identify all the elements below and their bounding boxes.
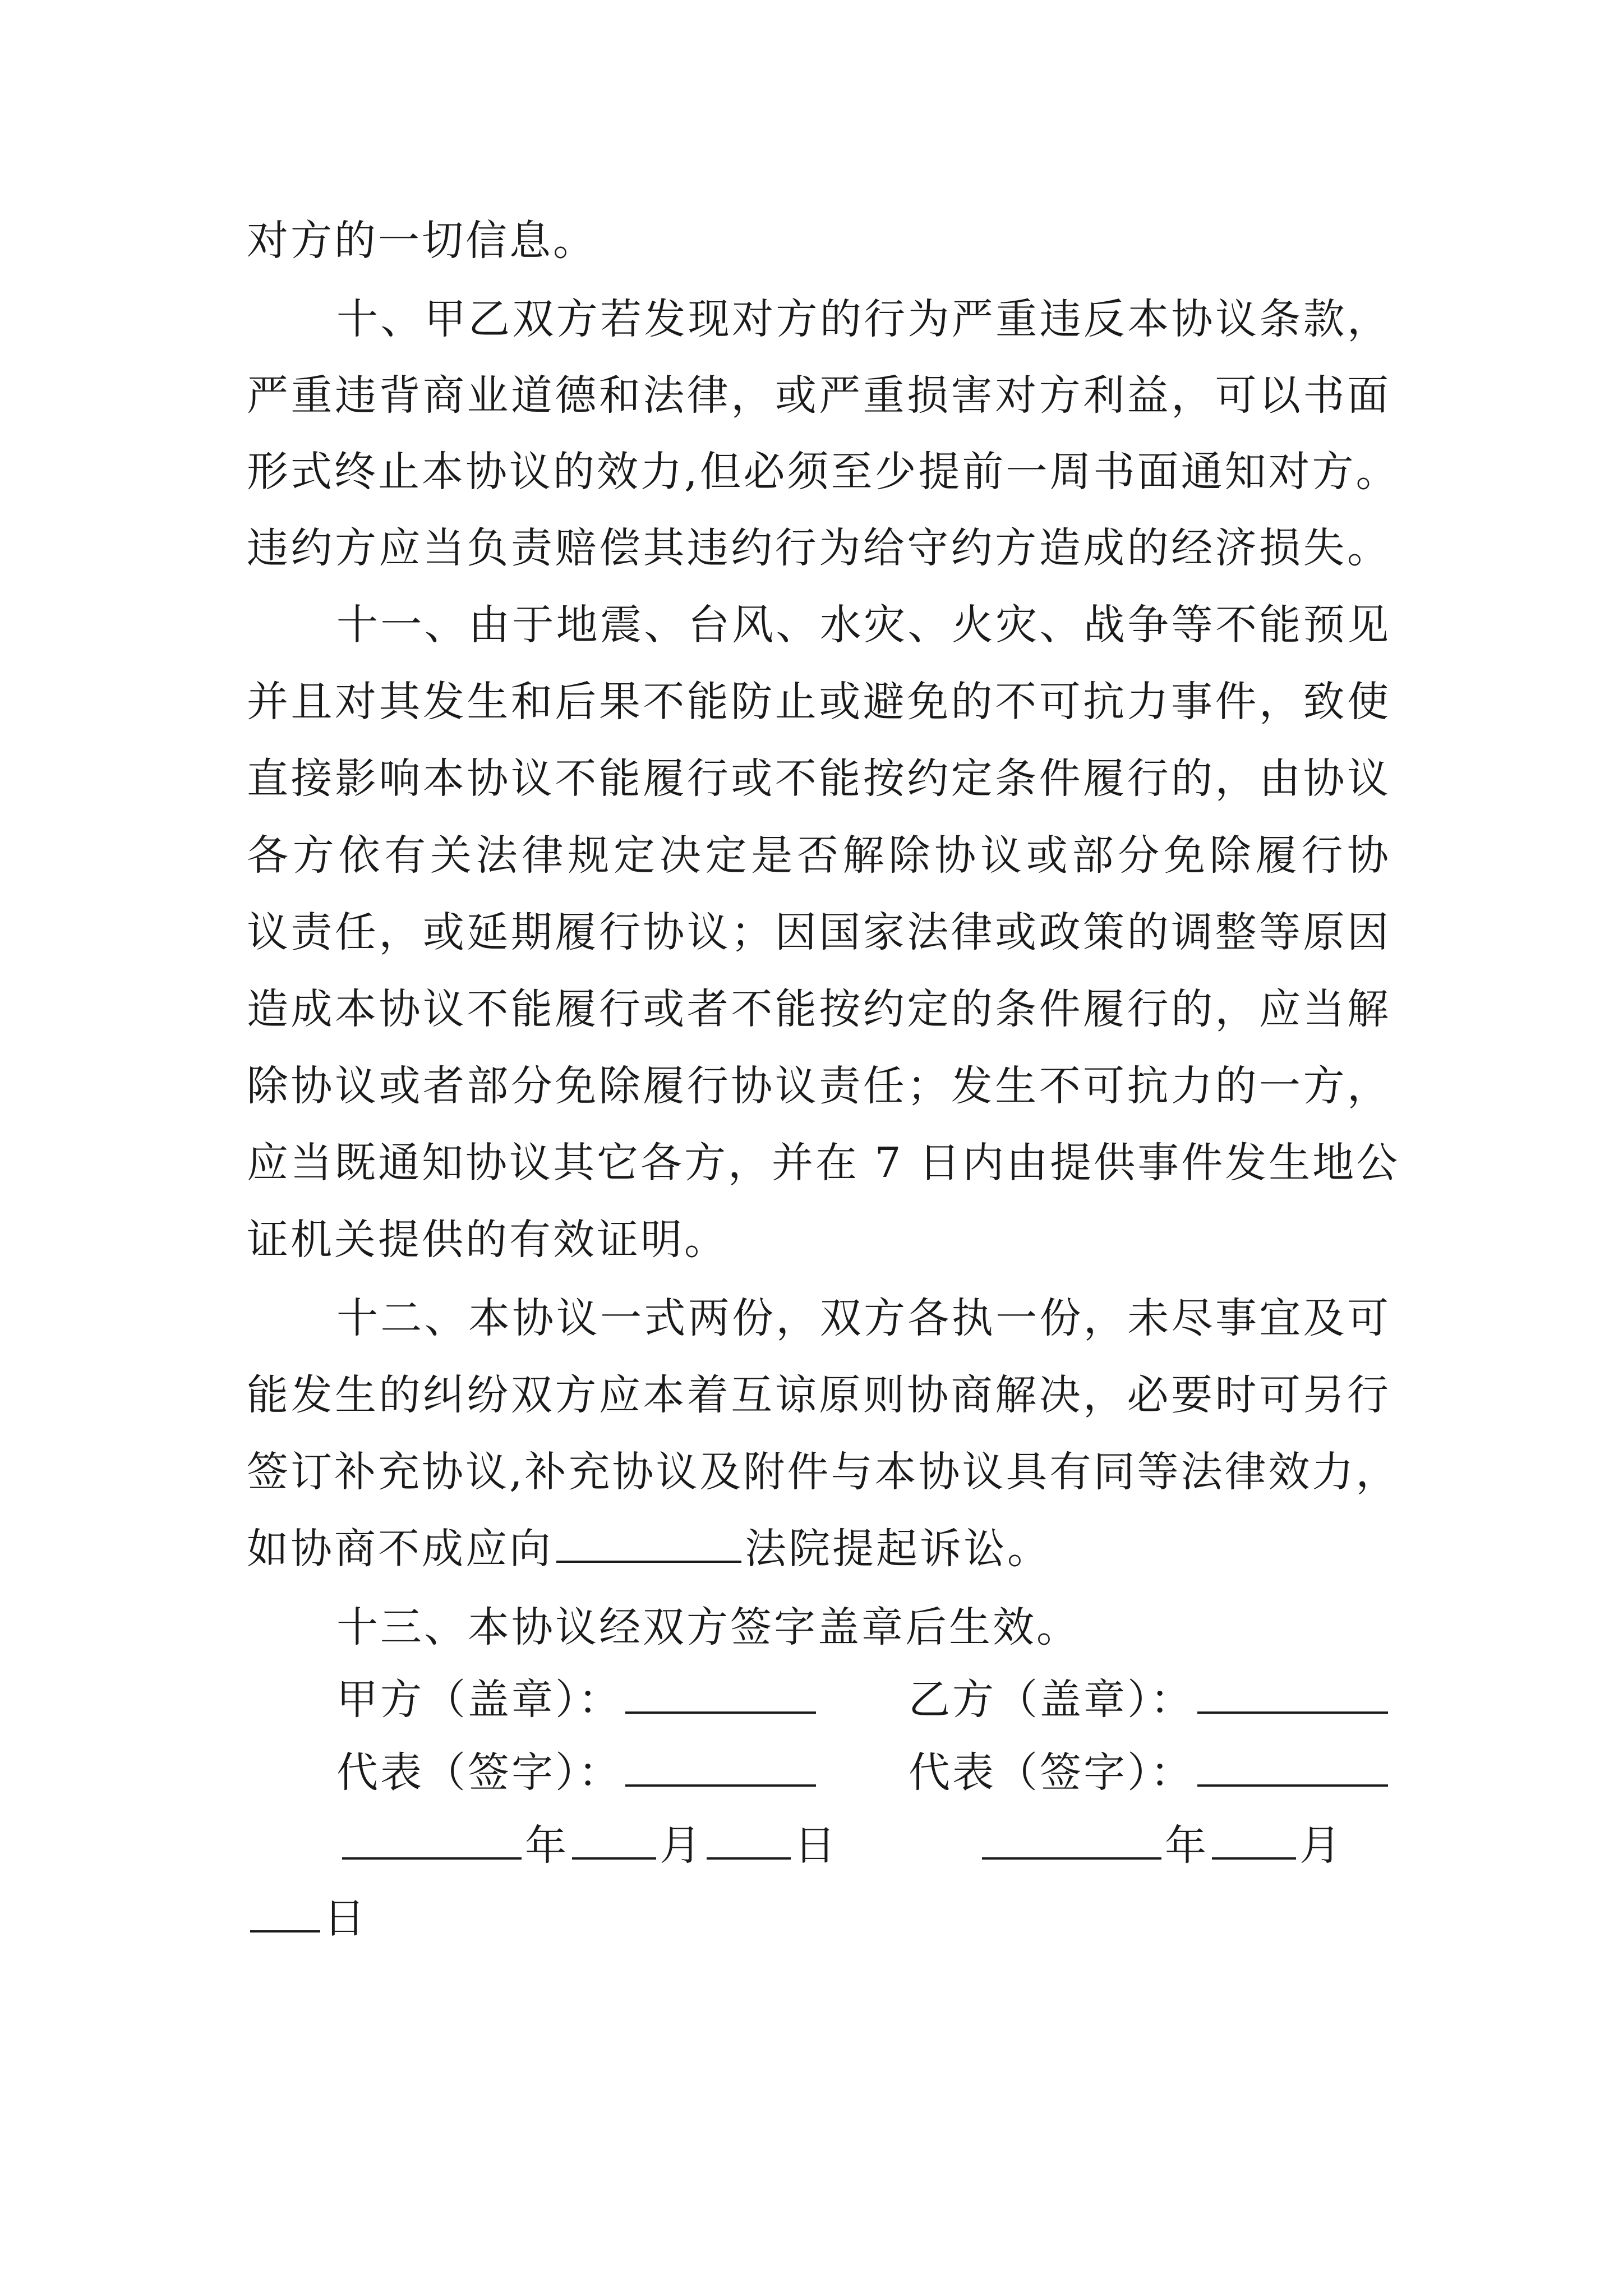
clause-11-line: 证机关提供的有效证明。: [247, 1216, 728, 1264]
party-a-seal-blank: [625, 1678, 816, 1714]
rep-b-sign-label: 代表（签字）：: [909, 1749, 1194, 1797]
clause-12-line: 十二、本协议一式两份，双方各执一份，未尽事宜及可: [336, 1294, 1391, 1342]
date-b-row: [979, 1807, 1343, 1884]
date-b-day-row: [247, 1880, 367, 1957]
party-b-seal-label: 乙方（盖章）：: [909, 1676, 1194, 1724]
party-b-seal-row: [909, 1662, 1391, 1738]
day-label: 日: [794, 1821, 838, 1870]
clause-11-line: 并且对其发生和后果不能防止或避免的不可抗力事件，致使: [247, 678, 1391, 726]
clause-11-line: 各方依有关法律规定决定是否解除协议或部分免除履行协: [247, 831, 1391, 880]
year-blank: [982, 1824, 1161, 1860]
court-blank: [556, 1527, 741, 1563]
clause-11-line: 应当既通知协议其它各方，并在 7 日内由提供事件发生地公: [247, 1139, 1400, 1187]
clause-12-last-line: [247, 1511, 1051, 1587]
clause-11-line: 直接影响本协议不能履行或不能按约定条件履行的，由协议: [247, 754, 1391, 803]
day-blank: [250, 1897, 320, 1932]
clause-10-line: 严重违背商业道德和法律，或严重损害对方利益，可以书面: [247, 371, 1391, 420]
clause-11-line: 议责任，或延期履行协议；因国家法律或政策的调整等原因: [247, 908, 1391, 956]
clause-10-line: 违约方应当负责赔偿其违约行为给守约方造成的经济损失。: [247, 524, 1391, 572]
year-blank: [342, 1824, 522, 1860]
year-label: 年: [525, 1821, 569, 1870]
month-label: 月: [1299, 1821, 1343, 1870]
party-a-seal-label: 甲方（盖章）：: [336, 1676, 622, 1724]
rep-a-sign-blank: [625, 1751, 816, 1787]
court-suffix: 法院提起诉讼。: [745, 1525, 1051, 1573]
court-prefix: 如协商不成应向: [247, 1525, 553, 1573]
clause-12-line: 能发生的纠纷双方应本着互谅原则协商解决，必要时可另行: [247, 1371, 1391, 1419]
party-a-seal-row: [336, 1662, 819, 1738]
text-line: 对方的一切信息。: [247, 217, 597, 265]
clause-11-line: 十一、由于地震、台风、水灾、火灾、战争等不能预见: [336, 601, 1391, 649]
clause-11-line: 造成本协议不能履行或者不能按约定的条件履行的，应当解: [247, 985, 1391, 1033]
clause-13-line: 十三、本协议经双方签字盖章后生效。: [336, 1603, 1080, 1651]
month-blank: [1212, 1824, 1296, 1860]
rep-a-sign-row: [336, 1734, 819, 1811]
year-label: 年: [1165, 1821, 1209, 1870]
month-label: 月: [660, 1821, 703, 1870]
date-a-row: [339, 1807, 838, 1884]
clause-10-line: 形式终止本协议的效力,但必须至少提前一周书面通知对方。: [247, 448, 1400, 496]
day-label: 日: [324, 1894, 367, 1943]
party-b-seal-blank: [1197, 1678, 1388, 1714]
month-blank: [572, 1824, 656, 1860]
clause-10-line: 十、甲乙双方若发现对方的行为严重违反本协议条款，: [336, 295, 1391, 343]
clause-12-line: 签订补充协议,补充协议及附件与本协议具有同等法律效力，: [247, 1448, 1400, 1496]
rep-b-sign-blank: [1197, 1751, 1388, 1787]
rep-a-sign-label: 代表（签字）：: [336, 1749, 622, 1797]
clause-11-line: 除协议或者部分免除履行协议责任；发生不可抗力的一方，: [247, 1062, 1391, 1110]
day-blank: [707, 1824, 791, 1860]
rep-b-sign-row: [909, 1734, 1391, 1811]
